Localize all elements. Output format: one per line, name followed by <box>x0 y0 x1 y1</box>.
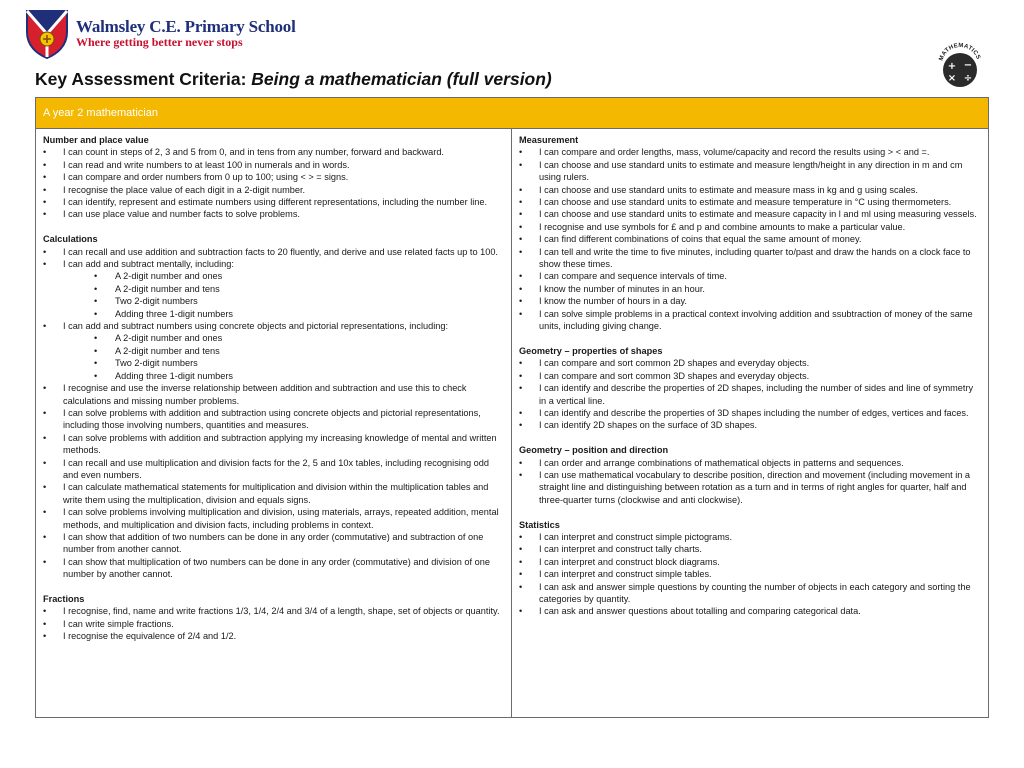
criteria-table <box>35 97 989 718</box>
list-item: • I can choose and use standard units to estimate and measure temperature in °C using thermometers. <box>519 196 982 208</box>
mathematics-badge-icon <box>934 38 986 90</box>
list-item: • I can identify 2D shapes on the surface of 3D shapes. <box>519 419 982 431</box>
right-column <box>512 129 988 717</box>
school-crest-logo <box>24 8 70 60</box>
left-column <box>36 129 512 717</box>
statistics-section <box>519 519 982 618</box>
list-item: • I can interpret and construct tally charts. <box>519 543 982 555</box>
list-item: • I can choose and use standard units to estimate and measure capacity in l and ml using measuring vessels. <box>519 208 982 220</box>
section-title: Statistics <box>519 519 560 530</box>
calculations-section <box>43 233 505 580</box>
list-item: • I can compare and sort common 2D shapes and everyday objects. <box>519 357 982 369</box>
list-item: • I can find different combinations of coins that equal the same amount of money. <box>519 233 982 245</box>
list-item: • I can ask and answer simple questions by counting the number of objects in each category and sorting the categories by quantity. <box>519 581 982 606</box>
list-item: • I can show that addition of two numbers can be done in any order (commutative) and subtraction of one number from another cannot. <box>43 531 505 556</box>
list-item: • I can choose and use standard units to estimate and measure mass in kg and g using scales. <box>519 184 982 196</box>
badge-text: MATHEMATICS <box>938 42 981 62</box>
list-item: • I can ask and answer questions about totalling and comparing categorical data. <box>519 605 982 617</box>
list-item: • I know the number of hours in a day. <box>519 295 982 307</box>
sub-list-item: • Two 2-digit numbers <box>43 295 505 307</box>
year-banner-label: A year 2 mathematician <box>43 107 158 119</box>
list-item: • I recognise the place value of each digit in a 2-digit number. <box>43 184 505 196</box>
list-item: • I can compare and order lengths, mass, volume/capacity and record the results using > < and =. <box>519 146 982 158</box>
section-title: Calculations <box>43 234 98 245</box>
year-banner <box>36 98 988 129</box>
sub-list-item: • Adding three 1-digit numbers <box>43 308 505 320</box>
list-item: • I can recall and use multiplication and division facts for the 2, 5 and 10x tables, including recognising odd and even numbers. <box>43 457 505 482</box>
list-item: • I can solve simple problems in a practical context involving addition and ssubtraction of money of the same units, including giving change. <box>519 308 982 333</box>
sub-list-item: • Two 2-digit numbers <box>43 357 505 369</box>
section-title: Number and place value <box>43 135 149 145</box>
list-item: • I can solve problems with addition and subtraction using concrete objects and pictorial representations, including those involving numbers, quantities and measures. <box>43 407 505 432</box>
svg-text:÷: ÷ <box>963 73 973 84</box>
list-item: • I can read and write numbers to at least 100 in numerals and in words. <box>43 159 505 171</box>
list-item: • I can compare and sequence intervals of time. <box>519 270 982 282</box>
section-title: Geometry – properties of shapes <box>519 345 663 356</box>
list-item: • I can compare and order numbers from 0 up to 100; using < > = signs. <box>43 171 505 183</box>
list-item: • I can identify, represent and estimate numbers using different representations, including the number line. <box>43 196 505 208</box>
list-item: • I can use place value and number facts to solve problems. <box>43 208 505 220</box>
shapes-section <box>519 345 982 432</box>
list-item: • I can use mathematical vocabulary to describe position, direction and movement (including movement in a straight line and distinguishing between rotation as a turn and in terms of right angles for quarter, half and three-quarter turns (clockwise and anti clockwise). <box>519 469 982 506</box>
sub-list-item: • A 2-digit number and tens <box>43 283 505 295</box>
fractions-section <box>43 593 505 643</box>
school-name: Walmsley C.E. Primary School <box>76 17 296 36</box>
list-item: • I can tell and write the time to five minutes, including quarter to/past and draw the hands on a clock face to show these times. <box>519 246 982 271</box>
section-title: Fractions <box>43 594 85 604</box>
sub-list-item: • A 2-digit number and ones <box>43 270 505 282</box>
list-item: • I can identify and describe the properties of 3D shapes including the number of edges, vertices and faces. <box>519 407 982 419</box>
section-title: Measurement <box>519 135 579 145</box>
sub-list-item: • A 2-digit number and ones <box>43 332 505 344</box>
svg-text:+: + <box>947 61 957 72</box>
school-tagline: Where getting better never stops <box>76 35 243 49</box>
list-item: • I recognise the equivalence of 2/4 and 1/2. <box>43 630 505 642</box>
list-item: • I can compare and sort common 3D shapes and everyday objects. <box>519 370 982 382</box>
list-item: • I can solve problems involving multiplication and division, using materials, arrays, repeated addition, mental methods, and multiplication and division facts, including problems in context. <box>43 506 505 531</box>
list-item: • I can interpret and construct block diagrams. <box>519 556 982 568</box>
svg-text:−: − <box>963 60 973 71</box>
sub-list-item: • Adding three 1-digit numbers <box>43 370 505 382</box>
measurement-section <box>519 134 982 333</box>
list-item: • I can identify and describe the properties of 2D shapes, including the number of sides and line of symmetry in a vertical line. <box>519 382 982 407</box>
title-prefix: Key Assessment Criteria: <box>35 69 247 89</box>
section-title: Geometry – position and direction <box>519 445 669 456</box>
list-item: • I can add and subtract numbers using concrete objects and pictorial representations, including: <box>43 320 505 332</box>
page-title <box>35 69 552 90</box>
list-item: • I can choose and use standard units to estimate and measure length/height in any direction in m and cm using rulers. <box>519 159 982 184</box>
list-item: • I can count in steps of 2, 3 and 5 from 0, and in tens from any number, forward and backward. <box>43 146 505 158</box>
title-subtitle: Being a mathematician (full version) <box>251 69 552 89</box>
list-item: • I recognise and use symbols for £ and p and combine amounts to make a particular value. <box>519 221 982 233</box>
list-item: • I can recall and use addition and subtraction facts to 20 fluently, and derive and use related facts up to 100. <box>43 246 505 258</box>
list-item: • I recognise, find, name and write fractions 1/3, 1/4, 2/4 and 3/4 of a length, shape, set of objects or quantity. <box>43 605 505 617</box>
list-item: • I can interpret and construct simple tables. <box>519 568 982 580</box>
list-item: • I can add and subtract mentally, including: <box>43 258 505 270</box>
list-item: • I recognise and use the inverse relationship between addition and subtraction and use this to check calculations and missing number problems. <box>43 382 505 407</box>
list-item: • I can solve problems with addition and subtraction applying my increasing knowledge of mental and written methods. <box>43 432 505 457</box>
list-item: • I can write simple fractions. <box>43 618 505 630</box>
list-item: • I can interpret and construct simple pictograms. <box>519 531 982 543</box>
list-item: • I can show that multiplication of two numbers can be done in any order (commutative) and division of one number by another cannot. <box>43 556 505 581</box>
sub-list-item: • A 2-digit number and tens <box>43 345 505 357</box>
list-item: • I can calculate mathematical statements for multiplication and division within the multiplication tables and write them using the multiplication, division and equals signs. <box>43 481 505 506</box>
position-direction-section <box>519 444 982 506</box>
list-item: • I know the number of minutes in an hour. <box>519 283 982 295</box>
svg-text:×: × <box>947 73 957 84</box>
list-item: • I can order and arrange combinations of mathematical objects in patterns and sequences. <box>519 457 982 469</box>
number-place-value-section <box>43 134 505 221</box>
